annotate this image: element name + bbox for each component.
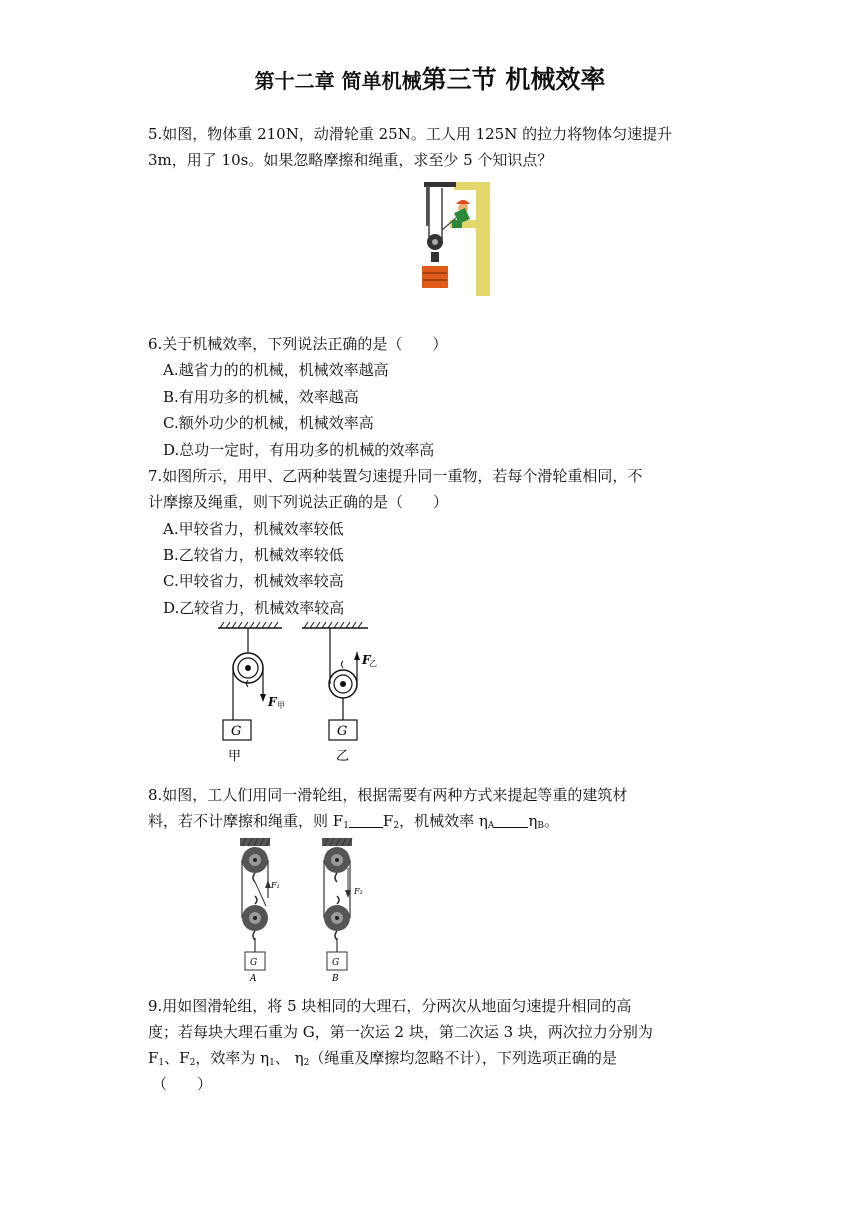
q7-option-c: C.甲较省力，机械效率较高: [163, 572, 344, 590]
q7-force-yi: F: [362, 653, 371, 667]
q7-g-yi: G: [337, 724, 348, 739]
q7-g-jia: G: [231, 724, 242, 739]
q5-line1: 5.如图，物体重 210N，动滑轮重 25N。工人用 125N 的拉力将物体匀速提升: [148, 125, 673, 143]
q8-line2: 料，若不计摩擦和绳重，则 $F_1$ $F_2$，机械效率 $\eta_A$ $\eta_B$。: [148, 812, 559, 831]
q7-force-jia: F: [268, 695, 277, 709]
q9-line2: 度；若每块大理石重为 G，第一次运 2 块，第二次运 3 块，两次拉力分别为: [148, 1023, 653, 1041]
q8-force-f1: F₁: [271, 881, 280, 890]
q6-stem: 6.关于机械效率，下列说法正确的是（ ）: [148, 335, 448, 353]
q6-option-d: D.总功一定时，有用功多的机械的效率高: [163, 441, 435, 459]
chapter-title: 第十二章 简单机械: [254, 69, 422, 93]
q7-option-a: A.甲较省力，机械效率较低: [163, 520, 344, 538]
q8-force-f2: F₂: [354, 887, 363, 896]
q6-option-a: A.越省力的的机械，机械效率越高: [163, 361, 389, 379]
q9-answer-bracket: （ ）: [152, 1075, 213, 1093]
q8-blank-force[interactable]: [349, 813, 383, 828]
q8-blank-efficiency[interactable]: [494, 813, 528, 828]
q6-option-c: C.额外功少的机械，机械效率高: [163, 414, 374, 432]
q7-pulley-figure: [214, 622, 377, 768]
section-title: 第三节 机械效率: [421, 65, 606, 94]
q7-line2: 计摩擦及绳重，则下列说法正确的是（ ）: [148, 493, 449, 511]
q8-g-b: G: [332, 958, 340, 968]
q7-force-jia-sub: 甲: [277, 701, 285, 710]
q9-line1: 9.用如图滑轮组，将 5 块相同的大理石，分两次从地面匀速提升相同的高: [148, 997, 632, 1015]
q8-g-a: G: [250, 958, 258, 968]
q7-line1: 7.如图所示，用甲、乙两种装置匀速提升同一重物，若每个滑轮重相同，不: [148, 467, 643, 485]
q6-option-b: B.有用功多的机械，效率越高: [163, 388, 359, 406]
q8-label-a: A: [250, 974, 257, 984]
q8-label-b: B: [332, 974, 339, 984]
q5-worker-pulley-figure: [420, 180, 496, 298]
q5-line2: 3m，用了 10s。如果忽略摩擦和绳重，求至少 5 个知识点？: [148, 151, 553, 169]
q7-label-yi: 乙: [336, 749, 350, 764]
q8-pulley-figure: [226, 838, 376, 984]
q7-option-d: D.乙较省力，机械效率较高: [163, 599, 345, 617]
q7-label-jia: 甲: [228, 749, 242, 764]
page-title: [0, 60, 860, 96]
q8-line1: 8.如图，工人们用同一滑轮组，根据需要有两种方式来提起等重的建筑材: [148, 786, 628, 804]
q9-line3: $F_1$、$F_2$，效率为 $\eta_1$、 $\eta_2$（绳重及摩擦均忽略不计），下列选项正确的是: [148, 1049, 617, 1068]
q7-force-yi-sub: 乙: [369, 659, 377, 668]
q7-option-b: B.乙较省力，机械效率较低: [163, 546, 344, 564]
